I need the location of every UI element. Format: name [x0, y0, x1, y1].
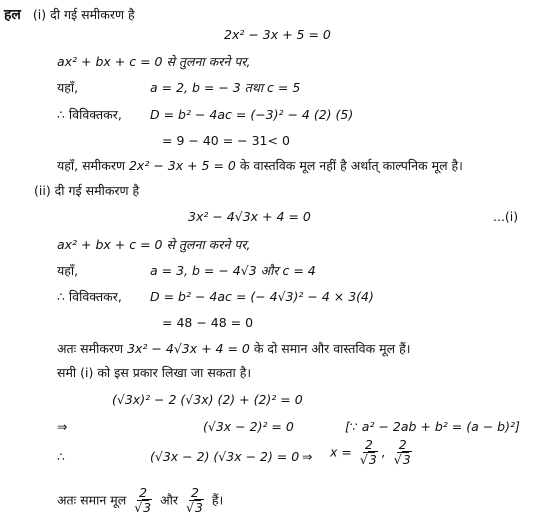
here-label-2: यहाँ, [57, 263, 79, 278]
sqrt-icon: √ [359, 452, 368, 467]
discriminant-label-1: ∴ विविक्तकर, [57, 107, 122, 122]
solution-heading: हल [4, 7, 21, 23]
final-root-1-radicand: 3 [143, 500, 152, 515]
conclusion-1-start: यहाँ, समीकरण [57, 158, 125, 173]
equation-2: 3x² − 4√3x + 4 = 0 [188, 209, 311, 224]
discriminant-result-1: = 9 − 40 = − 31< 0 [162, 133, 290, 148]
root-1-denominator [358, 453, 380, 467]
final-root-1-denominator [132, 501, 154, 515]
sqrt-icon: √ [393, 452, 402, 467]
final-root-fraction-2 [184, 486, 206, 515]
discriminant-expression-2: D = b² − 4ac = (− 4√3)² − 4 × 3(4) [150, 289, 374, 304]
step-2: (√3x − 2)² = 0 [203, 419, 294, 434]
part2-label: (ii) दी गई समीकरण है [34, 183, 140, 198]
roots-lhs: x = [330, 444, 352, 460]
conclusion-1 [57, 157, 463, 175]
here-label-1: यहाँ, [57, 80, 79, 95]
final-root-2-numerator: 2 [190, 485, 199, 500]
root-fraction-1 [358, 438, 380, 467]
roots-expression: x = $\frac{2}{√3}$ , $\frac{2}{√3}$ [330, 438, 416, 467]
conclusion-2-equation: 3x² − 4√3x + 4 = 0 [127, 341, 250, 356]
values-2: a = 3, b = − 4√3 और c = 4 [150, 263, 316, 278]
final-statement [57, 486, 223, 515]
final-root-1-numerator: 2 [139, 485, 148, 500]
discriminant-result-2: = 48 − 48 = 0 [162, 315, 254, 330]
step-3-implies: ⇒ [302, 449, 313, 464]
final-and: और [160, 492, 178, 508]
root-1-numerator: 2 [364, 437, 373, 452]
final-root-2-radicand: 3 [194, 500, 203, 515]
final-root-fraction-1 [132, 486, 154, 515]
equation-tag: ...(i) [493, 209, 519, 224]
root-2-radicand: 3 [402, 452, 411, 467]
root-2-denominator [392, 453, 414, 467]
rewrite-text: समी (i) को इस प्रकार लिखा जा सकता है। [57, 365, 252, 380]
solution-heading-row [4, 6, 135, 24]
root-fraction-2 [392, 438, 414, 467]
sqrt-icon: √ [185, 500, 194, 515]
identity-note: [∵ a² − 2ab + b² = (a − b)²] [345, 419, 520, 434]
part1-label: (i) दी गई समीकरण है [32, 7, 135, 22]
conclusion-1-end: के वास्तविक मूल नहीं है अर्थात् काल्पनिक मूल है। [239, 158, 463, 173]
conclusion-2-end: के दो समान और वास्तविक मूल हैं। [253, 341, 411, 356]
equation-1: 2x² − 3x + 5 = 0 [224, 27, 331, 42]
step-3: (√3x − 2) (√3x − 2) = 0 [150, 449, 300, 464]
root-1-radicand: 3 [368, 452, 377, 467]
conclusion-1-equation: 2x² − 3x + 5 = 0 [128, 158, 236, 173]
implies-symbol: ⇒ [57, 419, 68, 434]
discriminant-label-2: ∴ विविक्तकर, [57, 289, 122, 304]
conclusion-2-start: अतः समीकरण [57, 341, 124, 356]
final-start: अतः समान मूल [57, 492, 127, 508]
compare-text-1: ax² + bx + c = 0 से तुलना करने पर, [57, 54, 251, 69]
conclusion-2 [57, 340, 410, 358]
therefore-symbol: ∴ [57, 449, 65, 464]
root-2-numerator: 2 [398, 437, 407, 452]
sqrt-icon: √ [134, 500, 143, 515]
step-1: (√3x)² − 2 (√3x) (2) + (2)² = 0 [112, 392, 303, 407]
values-1: a = 2, b = − 3 तथा c = 5 [150, 80, 301, 95]
final-root-2-denominator [184, 501, 206, 515]
final-end: हैं। [211, 492, 224, 508]
compare-text-2: ax² + bx + c = 0 से तुलना करने पर, [57, 237, 251, 252]
discriminant-expression-1: D = b² − 4ac = (−3)² − 4 (2) (5) [150, 107, 354, 122]
